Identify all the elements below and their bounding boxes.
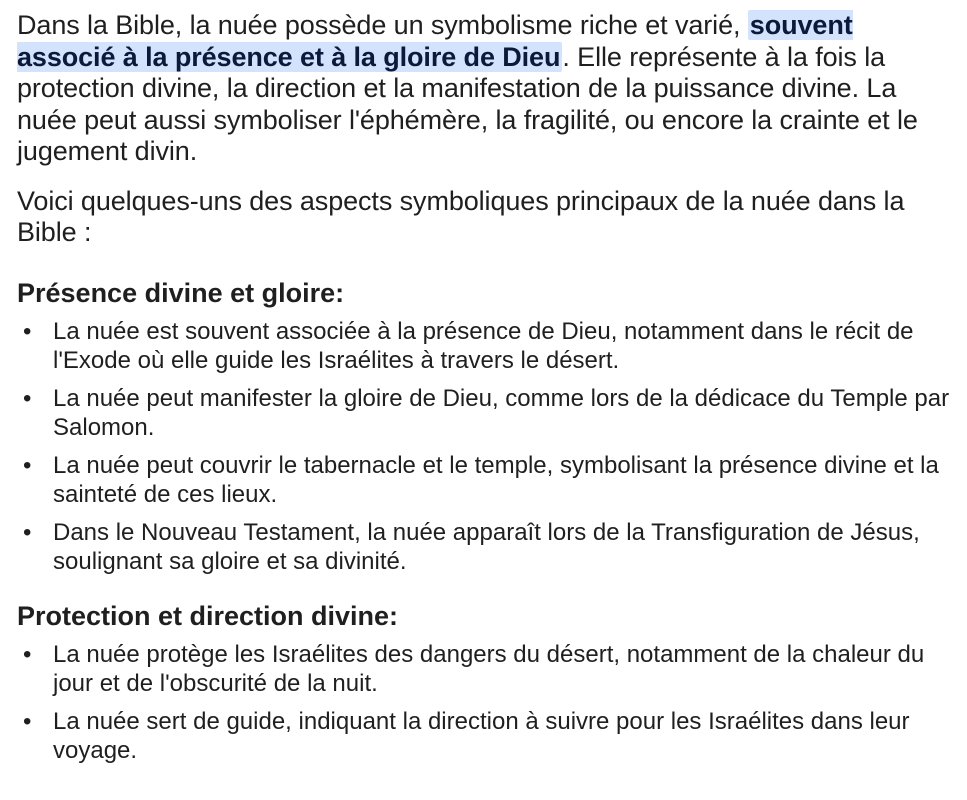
intro-paragraph: [17, 10, 957, 168]
bullet-icon: •: [23, 640, 32, 668]
list-item: [17, 384, 957, 442]
lead-in-paragraph: Voici quelques-uns des aspects symboliques principaux de la nuée dans la Bible :: [17, 185, 905, 247]
list-item-text: La nuée peut manifester la gloire de Dieu, comme lors de la dédicace du Temple par Salomon.: [53, 384, 950, 441]
bullet-icon: •: [23, 451, 32, 479]
list-item-text: La nuée protège les Israélites des dangers du désert, notamment de la chaleur du jour et de l'obscurité de la nuit.: [53, 640, 925, 697]
bullet-icon: •: [23, 707, 32, 735]
list-item-text: La nuée sert de guide, indiquant la direction à suivre pour les Israélites dans leur voyage.: [53, 707, 910, 764]
intro-text-after: . Elle représente à la fois la protection divine, la direction et la manifestation de la puissance divine. La nuée peut aussi symboliser l'éphémère, la fragilité, ou encore la crainte et le jugement divin.: [17, 41, 918, 166]
list-item: [17, 317, 957, 375]
bullet-list-presence: [17, 317, 957, 576]
list-item: [17, 451, 957, 509]
bullet-list-protection: [17, 640, 957, 765]
section-heading-presence: Présence divine et gloire:: [17, 277, 345, 308]
highlighted-phrase[interactable]: souvent associé à la présence et à la gloire de Dieu: [17, 10, 853, 72]
list-item-text: La nuée peut couvrir le tabernacle et le temple, symbolisant la présence divine et la sainteté de ces lieux.: [53, 451, 939, 508]
intro-text-before: Dans la Bible, la nuée possède un symbolisme riche et varié,: [17, 10, 748, 40]
list-item-text: La nuée est souvent associée à la présence de Dieu, notamment dans le récit de l'Exode où elle guide les Israélites à travers le désert.: [53, 317, 914, 374]
section-heading-protection: Protection et direction divine:: [17, 600, 399, 631]
list-item: [17, 640, 957, 698]
list-item-text: Dans le Nouveau Testament, la nuée apparaît lors de la Transfiguration de Jésus, soulignant sa gloire et sa divinité.: [53, 518, 920, 575]
list-item: [17, 518, 957, 576]
bullet-icon: •: [23, 384, 32, 412]
bullet-icon: •: [23, 518, 32, 546]
bullet-icon: •: [23, 317, 32, 345]
list-item: [17, 707, 957, 765]
